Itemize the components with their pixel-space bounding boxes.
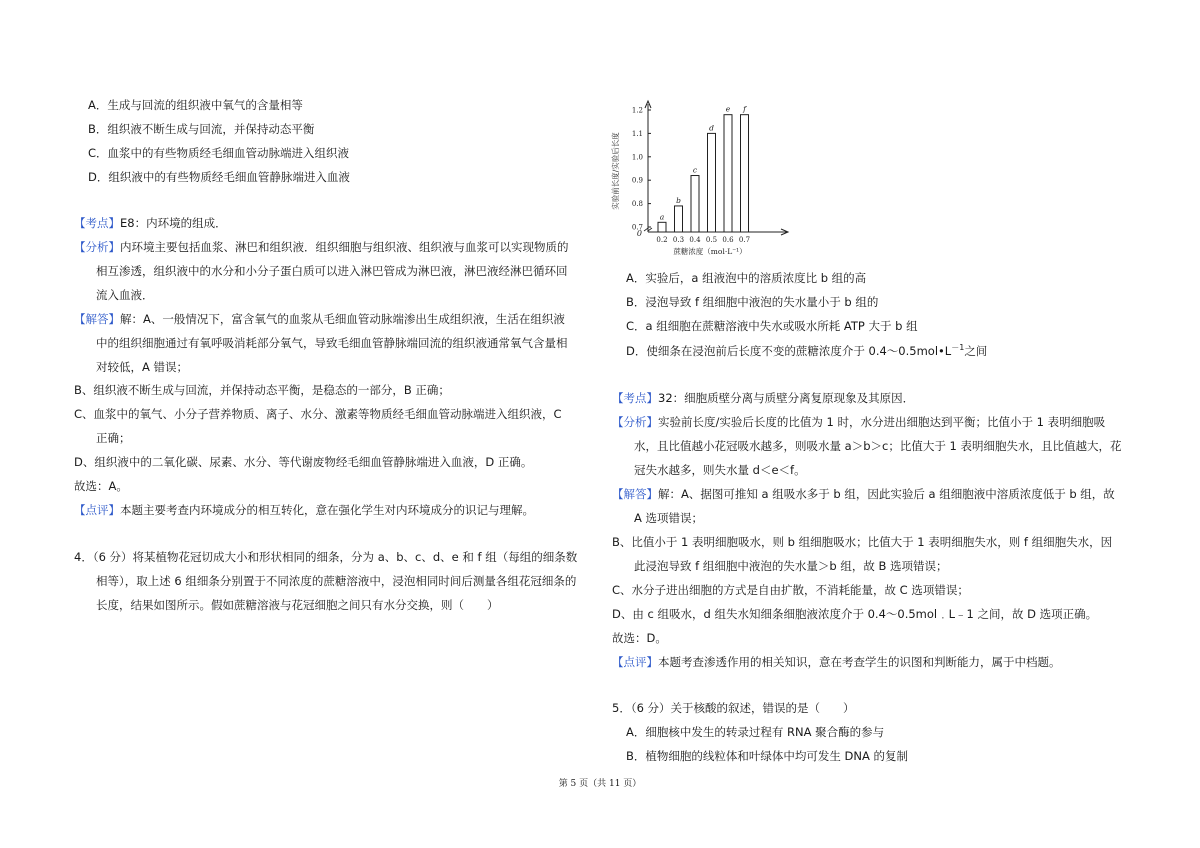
q4-stem-2: 相等），取上述 6 组细条分别置于不同浓度的蔗糖溶液中，浸泡相同时间后测量各组花冠细条的 (96, 574, 577, 588)
bar-label-e: e (725, 104, 731, 114)
x-tick-label: 0.7 (738, 236, 751, 244)
q4-option-d-sup: －1 (951, 343, 965, 352)
r-jieda-b-2: 此浸泡导致 f 组细胞中液泡的失水量＞b 组，故 B 选项错误； (634, 559, 948, 573)
x-tick-label: 0.5 (705, 236, 718, 244)
y-tick-label: 0.7 (631, 223, 643, 232)
q4-option-d-pre: D．使细条在浸泡前后长度不变的蔗糖浓度介于 0.4～0.5mol•L (626, 343, 952, 358)
fenxi-line-1 (74, 239, 569, 255)
bar-label-d: d (709, 123, 714, 133)
q4-stem-3: 长度，结果如图所示。假如蔗糖溶液与花冠细胞之间只有水分交换，则（ ） (96, 598, 499, 612)
x-axis-label: 蔗糖浓度（mol·L⁻¹） (673, 247, 747, 256)
bar-label-a: a (659, 212, 665, 222)
y-tick-label: 1.2 (631, 106, 643, 115)
dianping-line (74, 502, 534, 518)
q4-option-c: C．a 组细胞在蔗糖溶液中失水或吸水所耗 ATP 大于 b 组 (626, 319, 918, 333)
jieda-d: D、组织液中的二氧化碳、尿素、水分、等代谢废物经毛细血管静脉端进入血液，D 正确。 (74, 455, 533, 469)
q3-option-c: C．血浆中的有些物质经毛细血管动脉端进入组织液 (88, 146, 350, 160)
x-tick-label: 0.4 (689, 236, 701, 244)
r-kaodian-tag: 【考点】 (612, 391, 658, 405)
r-dianping-text: 本题考查渗透作用的相关知识，意在考查学生的识图和判断能力，属于中档题。 (658, 655, 1061, 669)
y-tick-label: 1.1 (631, 129, 643, 138)
bar-d (708, 133, 716, 232)
fenxi-text-1: 内环境主要包括血浆、淋巴和组织液．组织细胞与组织液、组织液与血浆可以实现物质的 (120, 240, 569, 254)
jieda-b: B、组织液不断生成与回流，并保持动态平衡，是稳态的一部分，B 正确； (74, 383, 450, 397)
axis-break-mark (644, 228, 652, 231)
r-jieda-choice: 故选：D。 (612, 631, 667, 645)
r-dianping-line (612, 654, 1061, 670)
y-axis-label: 实验前长度/实验后长度 (611, 132, 620, 210)
y-tick-label: 0.8 (631, 200, 643, 209)
kaodian-line (74, 215, 227, 231)
bar-chart (598, 96, 848, 266)
q4-option-a: A．实验后，a 组液泡中的溶质浓度比 b 组的高 (626, 271, 867, 285)
kaodian-tag: 【考点】 (74, 216, 120, 230)
jieda-tag: 【解答】 (74, 312, 120, 326)
q4-stem-1: 4．（6 分）将某植物花冠切成大小和形状相同的细条，分为 a、b、c、d、e 和 f 组（每组的细条数 (74, 550, 578, 564)
r-kaodian-line (612, 390, 914, 406)
fenxi-text-3: 流入血液． (96, 288, 154, 302)
r-jieda-b-1: B、比值小于 1 表明细胞吸水，则 b 组细胞吸水；比值大于 1 表明细胞失水，则 f 组细胞失水，因 (612, 535, 1113, 549)
y-tick-label: 1.0 (631, 153, 643, 162)
q5-stem: 5．（6 分）关于核酸的叙述，错误的是（ ） (612, 701, 855, 715)
q4-option-b: B．浸泡导致 f 组细胞中液泡的失水量小于 b 组的 (626, 295, 879, 309)
q5-option-a: A．细胞核中发生的转录过程有 RNA 聚合酶的参与 (626, 725, 885, 739)
r-jieda-d: D、由 c 组吸水，d 组失水知细条细胞液浓度介于 0.4～0.5mol﹒L﹣1 之间，故 D 选项正确。 (612, 607, 1098, 621)
q3-option-d: D．组织液中的有些物质经毛细血管静脉端进入血液 (88, 170, 350, 184)
y-tick-label: 0.9 (631, 176, 643, 185)
jieda-text-2: 中的组织细胞通过有氧呼吸消耗部分氧气，导致毛细血管静脉端回流的组织液通常氧气含量相 (96, 336, 568, 350)
r-fenxi-text-3: 冠失水越多，则失水量 d＜e＜f。 (634, 463, 806, 477)
bar-b (675, 206, 683, 232)
origin-label: 0 (636, 229, 642, 238)
jieda-choice: 故选：A。 (74, 479, 128, 493)
bar-label-c: c (692, 165, 698, 175)
bar-label-b: b (676, 195, 681, 205)
x-tick-label: 0.3 (672, 236, 685, 244)
bar-a (658, 222, 666, 232)
q3-option-a: A．生成与回流的组织液中氧气的含量相等 (88, 98, 303, 112)
r-jieda-text-2: A 选项错误； (634, 511, 704, 525)
q3-option-b: B．组织液不断生成与回流，并保持动态平衡 (88, 122, 315, 136)
jieda-c-2: 正确； (96, 431, 131, 445)
bar-label-f: f (743, 104, 746, 114)
jieda-c-1: C、血浆中的氧气、小分子营养物质、离子、水分、激素等物质经毛细血管动脉端进入组织液，C (74, 407, 562, 421)
jieda-line-1 (74, 311, 565, 327)
r-fenxi-text-2: 水，且比值越小花冠吸水越多，则吸水量 a＞b＞c；比值大于 1 表明细胞失水，且比值越大，花 (634, 439, 1122, 453)
q5-option-b: B．植物细胞的线粒体和叶绿体中均可发生 DNA 的复制 (626, 749, 909, 763)
r-jieda-tag: 【解答】 (612, 487, 658, 501)
r-jieda-c: C、水分子进出细胞的方式是自由扩散，不消耗能量，故 C 选项错误； (612, 583, 969, 597)
x-tick-label: 0.6 (722, 236, 734, 244)
r-fenxi-tag: 【分析】 (612, 415, 658, 429)
bar-c (691, 176, 699, 232)
bar-e (724, 115, 732, 232)
bar-f (741, 115, 749, 232)
fenxi-tag: 【分析】 (74, 240, 120, 254)
q4-option-d (626, 342, 987, 359)
page-footer: 第 5 页（共 11 页） (558, 779, 642, 789)
r-jieda-text-1: 解：A、据图可推知 a 组吸水多于 b 组，因此实验后 a 组细胞液中溶质浓度低于 b 组，故 (658, 487, 1115, 501)
jieda-text-3: 对较低，A 错误； (96, 360, 189, 374)
q4-option-d-post: 之间 (964, 343, 988, 358)
fenxi-text-2: 相互渗透，组织液中的水分和小分子蛋白质可以进入淋巴管成为淋巴液，淋巴液经淋巴循环回 (96, 264, 568, 278)
dianping-tag: 【点评】 (74, 503, 120, 517)
r-kaodian-text: 32：细胞质壁分离与质壁分离复原现象及其原因． (658, 391, 915, 405)
kaodian-text: E8：内环境的组成． (120, 216, 227, 230)
r-fenxi-line-1 (612, 414, 1105, 430)
r-fenxi-text-1: 实验前长度/实验后长度的比值为 1 时，水分进出细胞达到平衡；比值小于 1 表明细胞吸 (658, 415, 1106, 429)
dianping-text: 本题主要考查内环境成分的相互转化，意在强化学生对内环境成分的识记与理解。 (120, 503, 534, 517)
r-dianping-tag: 【点评】 (612, 655, 658, 669)
r-jieda-line-1 (612, 486, 1115, 502)
x-tick-label: 0.2 (656, 236, 668, 244)
jieda-text-1: 解：A、一般情况下，富含氧气的血浆从毛细血管动脉端渗出生成组织液，生活在组织液 (120, 312, 565, 326)
